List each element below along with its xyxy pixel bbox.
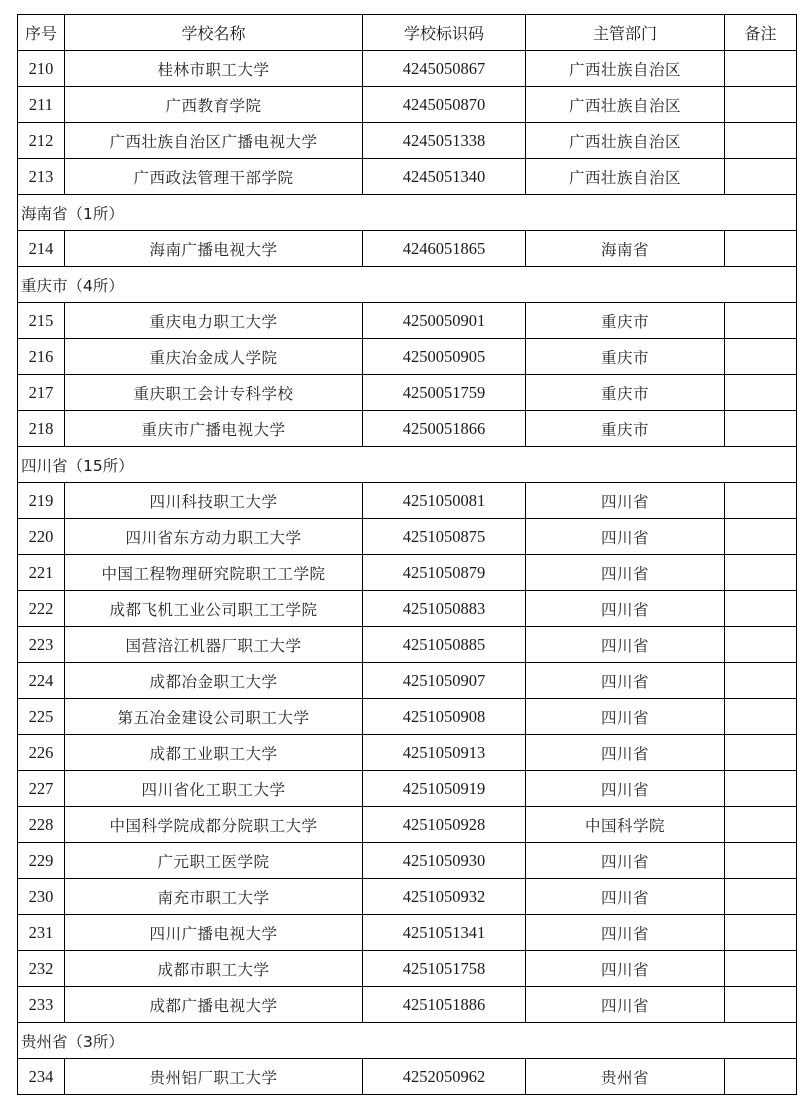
cell-remarks	[725, 519, 797, 555]
cell-school-code: 4251050885	[363, 627, 526, 663]
cell-department: 四川省	[526, 771, 725, 807]
cell-remarks	[725, 627, 797, 663]
cell-school-name: 中国工程物理研究院职工工学院	[65, 555, 363, 591]
cell-department: 重庆市	[526, 339, 725, 375]
cell-school-name: 广西教育学院	[65, 87, 363, 123]
cell-no: 215	[18, 303, 65, 339]
table-row	[18, 951, 797, 987]
cell-department: 四川省	[526, 483, 725, 519]
cell-department: 四川省	[526, 987, 725, 1023]
cell-department: 重庆市	[526, 303, 725, 339]
table-row	[18, 771, 797, 807]
cell-remarks	[725, 663, 797, 699]
cell-remarks	[725, 483, 797, 519]
cell-no: 227	[18, 771, 65, 807]
table-row	[18, 123, 797, 159]
cell-department: 广西壮族自治区	[526, 159, 725, 195]
cell-department: 广西壮族自治区	[526, 123, 725, 159]
cell-school-code: 4251050928	[363, 807, 526, 843]
cell-school-name: 贵州铝厂职工大学	[65, 1059, 363, 1095]
cell-school-code: 4250051866	[363, 411, 526, 447]
cell-school-code: 4252050962	[363, 1059, 526, 1095]
cell-school-name: 重庆冶金成人学院	[65, 339, 363, 375]
cell-school-code: 4251051758	[363, 951, 526, 987]
cell-department: 海南省	[526, 231, 725, 267]
table-row	[18, 699, 797, 735]
cell-no: 226	[18, 735, 65, 771]
cell-no: 232	[18, 951, 65, 987]
cell-school-name: 重庆电力职工大学	[65, 303, 363, 339]
cell-department: 四川省	[526, 699, 725, 735]
cell-remarks	[725, 735, 797, 771]
province-group-row	[18, 447, 797, 483]
cell-no: 214	[18, 231, 65, 267]
cell-school-name: 南充市职工大学	[65, 879, 363, 915]
cell-school-name: 广西壮族自治区广播电视大学	[65, 123, 363, 159]
cell-school-code: 4251050932	[363, 879, 526, 915]
cell-no: 221	[18, 555, 65, 591]
cell-no: 213	[18, 159, 65, 195]
cell-no: 234	[18, 1059, 65, 1095]
cell-remarks	[725, 303, 797, 339]
table-row	[18, 663, 797, 699]
cell-school-code: 4251050908	[363, 699, 526, 735]
cell-remarks	[725, 951, 797, 987]
table-row	[18, 159, 797, 195]
cell-no: 229	[18, 843, 65, 879]
table-row	[18, 555, 797, 591]
table-row	[18, 519, 797, 555]
cell-department: 四川省	[526, 627, 725, 663]
cell-no: 212	[18, 123, 65, 159]
table-row	[18, 735, 797, 771]
cell-school-code: 4250051759	[363, 375, 526, 411]
cell-school-code: 4251051341	[363, 915, 526, 951]
cell-school-name: 广元职工医学院	[65, 843, 363, 879]
table-row	[18, 87, 797, 123]
table-row	[18, 51, 797, 87]
table-row	[18, 915, 797, 951]
cell-department: 四川省	[526, 663, 725, 699]
cell-department: 四川省	[526, 519, 725, 555]
cell-school-code: 4251050879	[363, 555, 526, 591]
cell-no: 223	[18, 627, 65, 663]
header-no: 序号	[18, 15, 65, 51]
cell-department: 四川省	[526, 735, 725, 771]
cell-no: 224	[18, 663, 65, 699]
cell-remarks	[725, 375, 797, 411]
cell-school-code: 4245051338	[363, 123, 526, 159]
cell-remarks	[725, 807, 797, 843]
cell-department: 四川省	[526, 915, 725, 951]
table-row	[18, 339, 797, 375]
table-row	[18, 1059, 797, 1095]
cell-remarks	[725, 51, 797, 87]
table-row	[18, 807, 797, 843]
cell-school-name: 成都市职工大学	[65, 951, 363, 987]
cell-school-code: 4245051340	[363, 159, 526, 195]
cell-department: 四川省	[526, 951, 725, 987]
header-school-code: 学校标识码	[363, 15, 526, 51]
cell-no: 233	[18, 987, 65, 1023]
cell-department: 广西壮族自治区	[526, 51, 725, 87]
cell-remarks	[725, 879, 797, 915]
cell-remarks	[725, 231, 797, 267]
province-group-row	[18, 195, 797, 231]
province-group-label: 四川省（15所）	[18, 447, 797, 483]
cell-school-name: 广西政法管理干部学院	[65, 159, 363, 195]
table-row	[18, 375, 797, 411]
cell-school-name: 重庆职工会计专科学校	[65, 375, 363, 411]
cell-school-name: 海南广播电视大学	[65, 231, 363, 267]
cell-no: 219	[18, 483, 65, 519]
cell-school-code: 4251050875	[363, 519, 526, 555]
table-row	[18, 627, 797, 663]
table-body	[18, 51, 797, 1095]
cell-school-code: 4251050907	[363, 663, 526, 699]
schools-table	[17, 14, 797, 1095]
cell-department: 四川省	[526, 555, 725, 591]
cell-department: 广西壮族自治区	[526, 87, 725, 123]
cell-school-name: 成都工业职工大学	[65, 735, 363, 771]
cell-no: 216	[18, 339, 65, 375]
cell-no: 211	[18, 87, 65, 123]
cell-school-name: 中国科学院成都分院职工大学	[65, 807, 363, 843]
cell-remarks	[725, 843, 797, 879]
cell-department: 中国科学院	[526, 807, 725, 843]
cell-no: 225	[18, 699, 65, 735]
cell-no: 217	[18, 375, 65, 411]
cell-remarks	[725, 987, 797, 1023]
cell-school-code: 4251050913	[363, 735, 526, 771]
cell-no: 231	[18, 915, 65, 951]
table-row	[18, 411, 797, 447]
cell-department: 四川省	[526, 843, 725, 879]
table-row	[18, 987, 797, 1023]
cell-no: 220	[18, 519, 65, 555]
table-row	[18, 879, 797, 915]
cell-school-code: 4245050867	[363, 51, 526, 87]
cell-department: 重庆市	[526, 375, 725, 411]
cell-no: 228	[18, 807, 65, 843]
cell-school-name: 四川省东方动力职工大学	[65, 519, 363, 555]
cell-remarks	[725, 699, 797, 735]
cell-school-name: 重庆市广播电视大学	[65, 411, 363, 447]
cell-school-name: 成都广播电视大学	[65, 987, 363, 1023]
cell-remarks	[725, 555, 797, 591]
table-row	[18, 231, 797, 267]
cell-no: 218	[18, 411, 65, 447]
cell-department: 重庆市	[526, 411, 725, 447]
cell-department: 四川省	[526, 879, 725, 915]
cell-no: 222	[18, 591, 65, 627]
cell-school-code: 4251050883	[363, 591, 526, 627]
cell-school-name: 成都冶金职工大学	[65, 663, 363, 699]
table-header-row	[18, 15, 797, 51]
province-group-row	[18, 1023, 797, 1059]
cell-no: 210	[18, 51, 65, 87]
cell-department: 贵州省	[526, 1059, 725, 1095]
header-department: 主管部门	[526, 15, 725, 51]
cell-remarks	[725, 159, 797, 195]
cell-school-name: 成都飞机工业公司职工工学院	[65, 591, 363, 627]
cell-school-name: 四川省化工职工大学	[65, 771, 363, 807]
cell-remarks	[725, 339, 797, 375]
cell-school-code: 4251050930	[363, 843, 526, 879]
province-group-label: 贵州省（3所）	[18, 1023, 797, 1059]
cell-school-name: 四川科技职工大学	[65, 483, 363, 519]
cell-school-code: 4250050905	[363, 339, 526, 375]
cell-school-code: 4246051865	[363, 231, 526, 267]
cell-remarks	[725, 771, 797, 807]
cell-school-code: 4245050870	[363, 87, 526, 123]
table-row	[18, 843, 797, 879]
cell-remarks	[725, 123, 797, 159]
cell-school-code: 4251050919	[363, 771, 526, 807]
table-row	[18, 591, 797, 627]
cell-school-code: 4251051886	[363, 987, 526, 1023]
cell-remarks	[725, 591, 797, 627]
cell-department: 四川省	[526, 591, 725, 627]
cell-no: 230	[18, 879, 65, 915]
cell-school-name: 桂林市职工大学	[65, 51, 363, 87]
cell-remarks	[725, 915, 797, 951]
province-group-label: 重庆市（4所）	[18, 267, 797, 303]
cell-school-code: 4250050901	[363, 303, 526, 339]
cell-school-code: 4251050081	[363, 483, 526, 519]
cell-remarks	[725, 411, 797, 447]
header-remarks: 备注	[725, 15, 797, 51]
header-school-name: 学校名称	[65, 15, 363, 51]
cell-school-name: 第五冶金建设公司职工大学	[65, 699, 363, 735]
province-group-row	[18, 267, 797, 303]
province-group-label: 海南省（1所）	[18, 195, 797, 231]
cell-remarks	[725, 87, 797, 123]
cell-school-name: 四川广播电视大学	[65, 915, 363, 951]
table-row	[18, 303, 797, 339]
table-row	[18, 483, 797, 519]
cell-school-name: 国营涪江机器厂职工大学	[65, 627, 363, 663]
cell-remarks	[725, 1059, 797, 1095]
